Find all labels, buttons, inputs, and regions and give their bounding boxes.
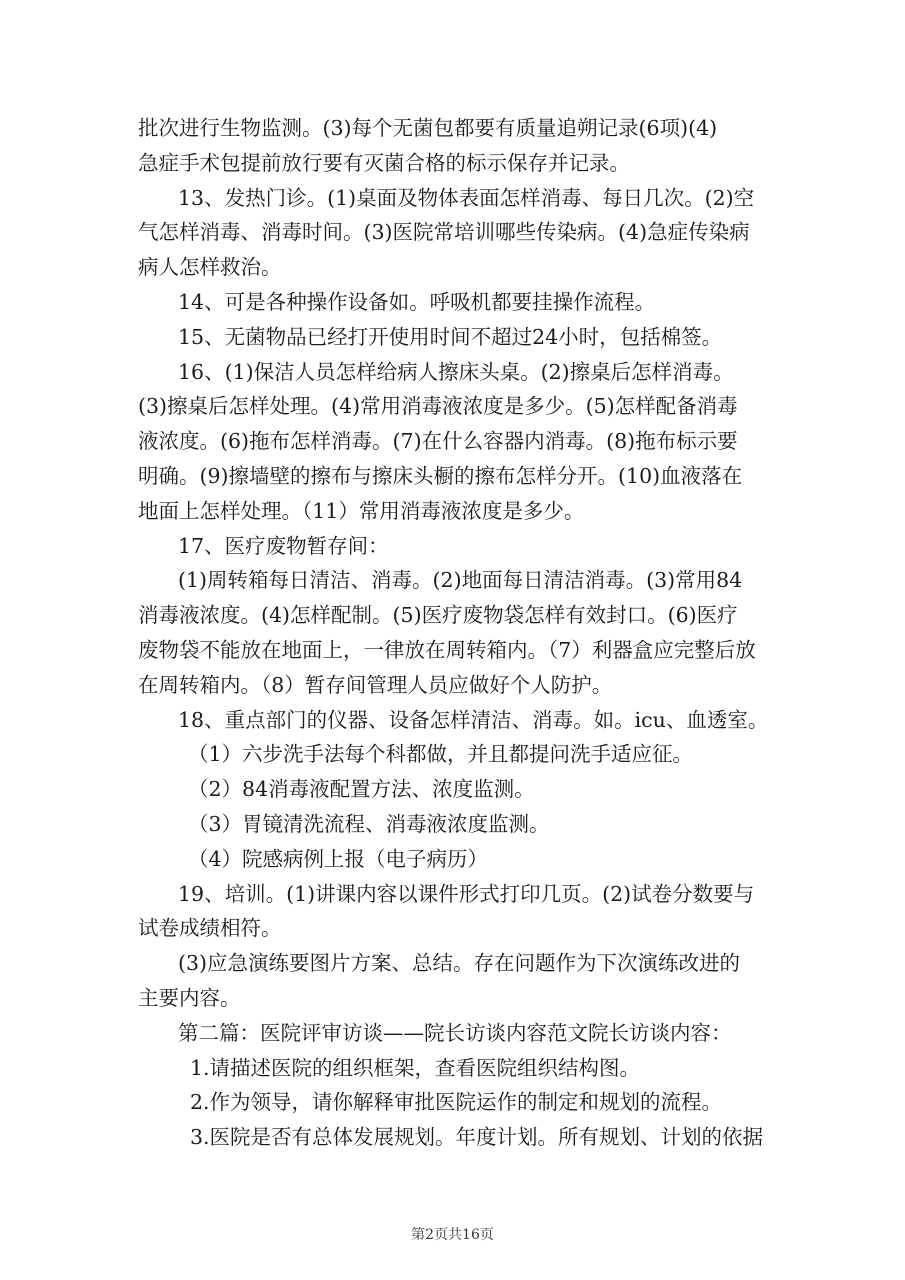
text-line: 13、发热门诊。(1)桌面及物体表面怎样消毒、每日几次。(2)空	[178, 185, 755, 210]
text-line: 液浓度。(6)拖布怎样消毒。(7)在什么容器内消毒。(8)拖布标示要	[138, 429, 738, 454]
text-line: 15、无菌物品已经打开使用时间不超过24小时，包括棉签。	[178, 324, 723, 349]
text-line: （2）84消毒液配置方法、浓度监测。	[188, 777, 535, 802]
text-line: 19、培训。(1)讲课内容以课件形式打印几页。(2)试卷分数要与	[178, 881, 755, 906]
page-number: 第2页共16页	[411, 1227, 494, 1243]
text-line: 17、医疗废物暂存间：	[178, 533, 389, 558]
text-line: 14、可是各种操作设备如。呼吸机都要挂操作流程。	[178, 289, 656, 314]
text-line: 批次进行生物监测。(3)每个无菌包都要有质量追朔记录(6项)(4)	[138, 116, 718, 140]
text-line: 废物袋不能放在地面上，一律放在周转箱内。（7）利器盒应完整后放	[138, 637, 756, 662]
text-line: 16、(1)保洁人员怎样给病人擦床头桌。(2)擦桌后怎样消毒。	[178, 359, 734, 384]
document-body	[138, 111, 772, 1155]
text-line: 2.作为领导，请你解释审批医院运作的制定和规划的流程。	[190, 1090, 723, 1115]
section-heading: 第二篇：医院评审访谈——院长访谈内容范文院长访谈内容：	[178, 1020, 732, 1045]
text-line: (3)擦桌后怎样处理。(4)常用消毒液浓度是多少。(5)怎样配备消毒	[138, 394, 738, 419]
text-line: （1）六步洗手法每个科都做，并且都提问洗手适应征。	[188, 742, 694, 767]
text-line: 3.医院是否有总体发展规划。年度计划。所有规划、计划的依据	[190, 1125, 764, 1150]
text-line: 急症手术包提前放行要有灭菌合格的标示保存并记录。	[138, 150, 630, 175]
text-line: （3）胃镜清洗流程、消毒液浓度监测。	[188, 811, 550, 836]
text-line: （4）院感病例上报（电子病历）	[188, 846, 489, 871]
text-line: 1.请描述医院的组织框架，查看医院组织结构图。	[190, 1055, 641, 1080]
text-line: 地面上怎样处理。（11）常用消毒液浓度是多少。	[138, 498, 585, 523]
text-line: 消毒液浓度。(4)怎样配制。(5)医疗废物袋怎样有效封口。(6)医疗	[138, 603, 738, 628]
text-line: 病人怎样救治。	[138, 255, 282, 280]
text-line: 18、重点部门的仪器、设备怎样清洁、消毒。如。icu、血透室。	[178, 707, 769, 732]
text-line: 在周转箱内。（8）暂存间管理人员应做好个人防护。	[138, 672, 613, 697]
text-line: (1)周转箱每日清洁、消毒。(2)地面每日清洁消毒。(3)常用84	[178, 568, 743, 593]
text-line: 主要内容。	[138, 985, 241, 1010]
text-line: 明确。(9)擦墙壁的擦布与擦床头橱的擦布怎样分开。(10)血液落在	[138, 463, 743, 488]
text-line: 气怎样消毒、消毒时间。(3)医院常培训哪些传染病。(4)急症传染病	[138, 220, 750, 245]
text-line: (3)应急演练要图片方案、总结。存在问题作为下次演练改进的	[178, 951, 741, 976]
text-line: 试卷成绩相符。	[138, 916, 282, 941]
